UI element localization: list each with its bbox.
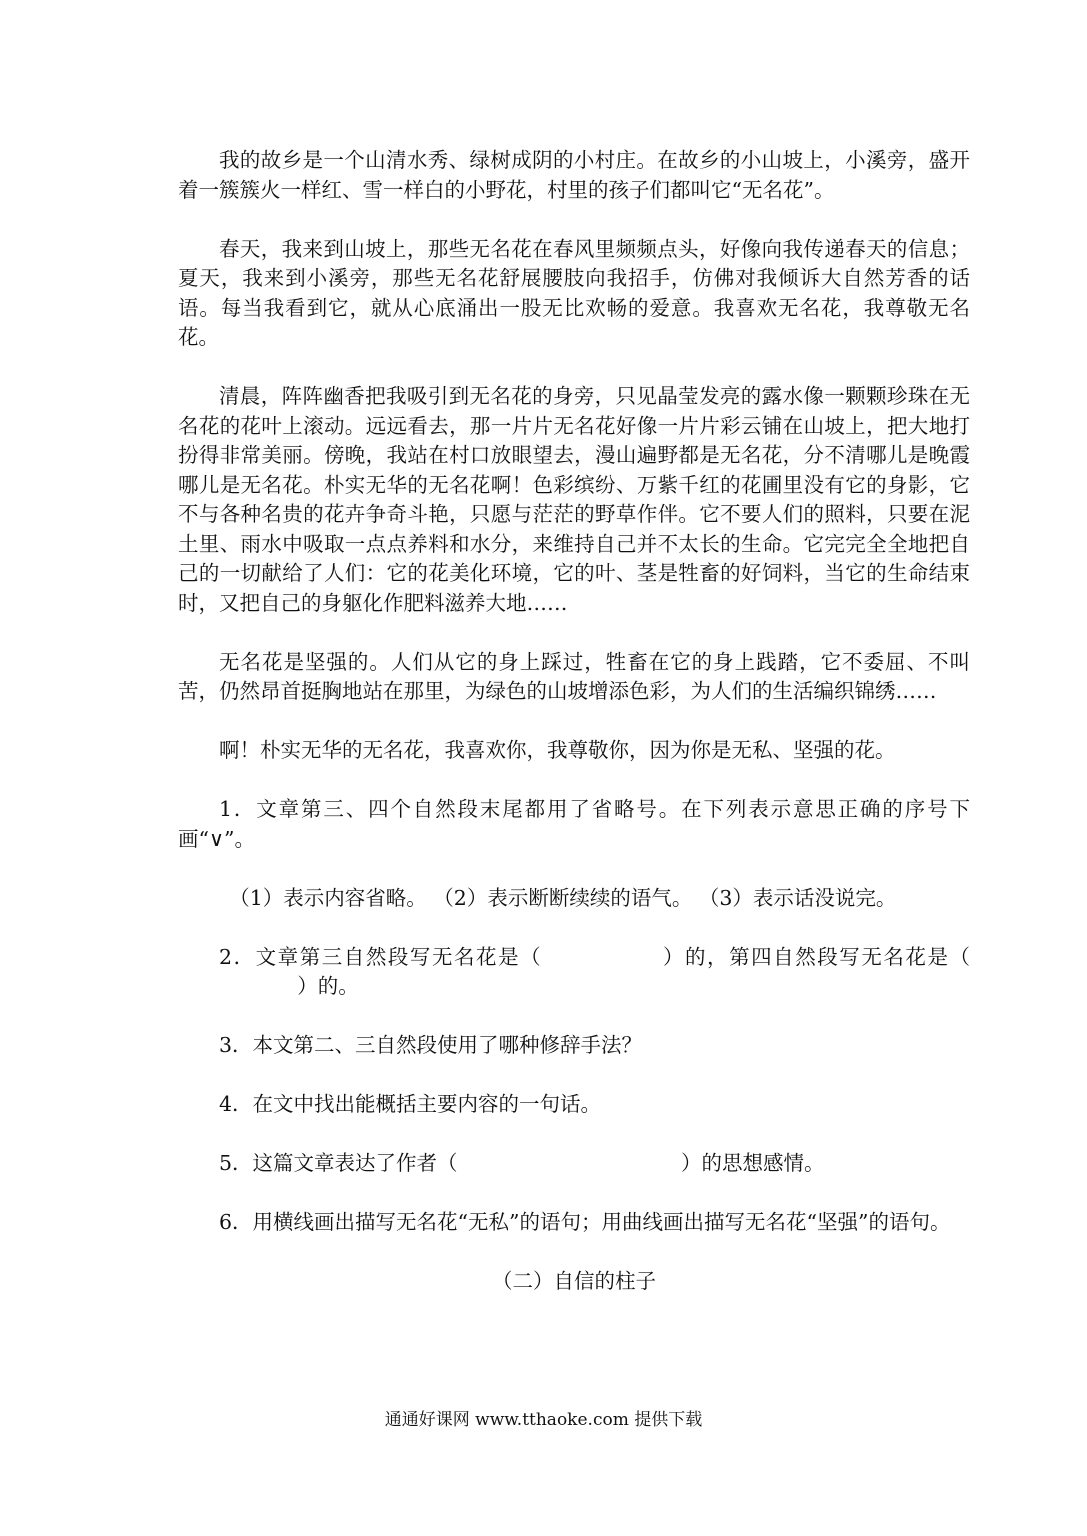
- next-section-title: （二）自信的柱子: [492, 1269, 656, 1293]
- question-2-blank-2: [178, 972, 297, 1002]
- passage-paragraph-4: 无名花是坚强的。人们从它的身上踩过，牲畜在它的身上践踏，它不委屈、不叫苦，仍然昂首挺胸地站在那里，为绿色的山坡增添色彩，为人们的生活编织锦绣……: [178, 649, 970, 703]
- passage-paragraph-2: 春天，我来到山坡上，那些无名花在春风里频频点头，好像向我传递春天的信息；夏天，我来到小溪旁，那些无名花舒展腰肢向我招手，仿佛对我倾诉大自然芳香的话语。每当我看到它，就从心底涌出一股无比欢畅的爱意。我喜欢无名花，我尊敬无名花。: [178, 236, 970, 349]
- passage-paragraph-5: 啊！朴实无华的无名花，我喜欢你，我尊敬你，因为你是无私、坚强的花。: [219, 738, 896, 762]
- question-5-blank: [458, 1149, 681, 1179]
- question-1-options: （1）表示内容省略。 （2）表示断断续续的语气。 （3）表示话没说完。: [229, 885, 897, 910]
- question-2-text-a: 2．文章第三自然段写无名花是（: [219, 944, 543, 969]
- question-2: [178, 943, 970, 1002]
- page-footer: 通通好课网 www.tthaoke.com 提供下载: [384, 1410, 703, 1430]
- question-5-text-b: ）的思想感情。: [681, 1151, 825, 1175]
- question-5-text-a: 5．这篇文章表达了作者（: [219, 1151, 458, 1175]
- question-2-blank-1: [542, 943, 661, 973]
- question-6: 6．用横线画出描写无名花“无私”的语句；用曲线画出描写无名花“坚强”的语句。: [219, 1210, 951, 1234]
- question-3: 3．本文第二、三自然段使用了哪种修辞手法？: [219, 1033, 643, 1057]
- question-1: 1．文章第三、四个自然段末尾都用了省略号。在下列表示意思正确的序号下画“∨”。: [178, 797, 970, 851]
- document-page: [178, 146, 970, 1297]
- question-2-text-b: ）的，第四自然段写无名花是（: [661, 944, 971, 969]
- question-4: 4．在文中找出能概括主要内容的一句话。: [219, 1092, 602, 1116]
- question-5: [178, 1149, 970, 1179]
- question-2-text-c: ）的。: [297, 974, 359, 998]
- passage-paragraph-1: 我的故乡是一个山清水秀、绿树成阴的小村庄。在故乡的小山坡上，小溪旁，盛开着一簇簇火一样红、雪一样白的小野花，村里的孩子们都叫它“无名花”。: [178, 148, 970, 202]
- passage-paragraph-3: 清晨，阵阵幽香把我吸引到无名花的身旁，只见晶莹发亮的露水像一颗颗珍珠在无名花的花叶上滚动。远远看去，那一片片无名花好像一片片彩云铺在山坡上，把大地打扮得非常美丽。傍晚，我站在村口放眼望去，漫山遍野都是无名花，分不清哪儿是晚霞哪儿是无名花。朴实无华的无名花啊！色彩缤纷、万紫千红的花圃里没有它的身影，它不与各种名贵的花卉争奇斗艳，只愿与茫茫的野草作伴。它不要人们的照料，只要在泥土里、雨水中吸取一点点养料和水分，来维持自己并不太长的生命。它完完全全地把自己的一切献给了人们：它的花美化环境，它的叶、茎是牲畜的好饲料，当它的生命结束时，又把自己的身躯化作肥料滋养大地……: [178, 384, 970, 615]
